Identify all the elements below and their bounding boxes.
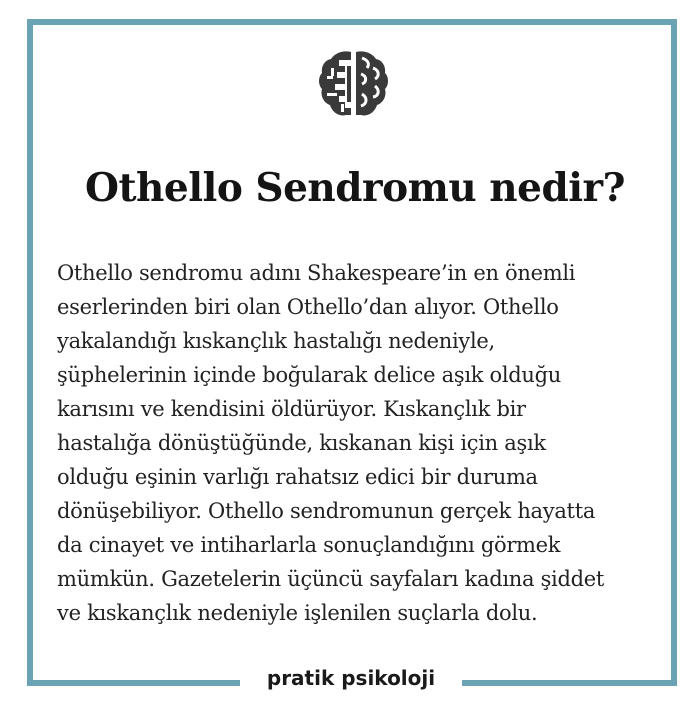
body-line: şüphelerinin içinde boğularak delice aşık olduğu: [57, 363, 562, 387]
page-title: Othello Sendromu nedir?: [85, 165, 625, 211]
footer-brand: pratik psikoloji: [266, 666, 436, 690]
body-line: olduğu eşinin varlığı rahatsız edici bir duruma: [57, 465, 538, 489]
body-paragraph: [57, 256, 657, 630]
body-line: hastalığa dönüştüğünde, kıskanan kişi için aşık: [57, 431, 546, 455]
frame-border-top: [27, 19, 677, 25]
frame-border-bottom-left: [27, 680, 240, 686]
body-line: da cinayet ve intiharlarla sonuçlandığını görmek: [57, 533, 561, 557]
body-line: karısını ve kendisini öldürüyor. Kıskançlık bir: [57, 397, 526, 421]
frame-border-left: [27, 19, 33, 686]
frame-border-bottom-right: [462, 680, 677, 686]
body-line: mümkün. Gazetelerin üçüncü sayfaları kadına şiddet: [57, 567, 605, 591]
brain-icon: [315, 46, 393, 124]
body-line: yakalandığı kıskançlık hastalığı nedeniyle,: [57, 329, 495, 353]
body-line: Othello sendromu adını Shakespeare’in en önemli: [57, 261, 576, 285]
body-line: eserlerinden biri olan Othello’dan alıyor. Othello: [57, 295, 559, 319]
frame-border-right: [671, 19, 677, 686]
body-line: ve kıskançlık nedeniyle işlenilen suçlarla dolu.: [57, 601, 538, 625]
body-line: dönüşebiliyor. Othello sendromunun gerçek hayatta: [57, 499, 596, 523]
